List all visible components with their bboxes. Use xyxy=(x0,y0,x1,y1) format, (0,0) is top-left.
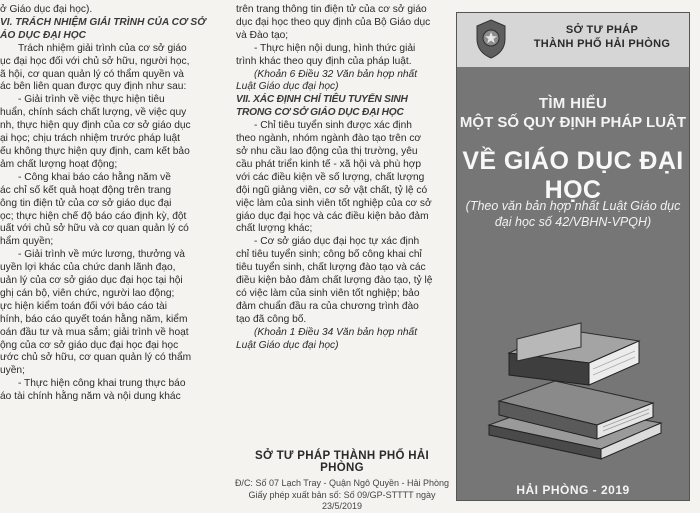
body-text-line: điều kiện bảo đảm chất lượng đào tạo, tỷ lệ xyxy=(236,275,433,287)
body-text-line: nh, thực hiện quy định của cơ sở giáo dục xyxy=(0,120,191,132)
body-text-line: trên trang thông tin điện tử của cơ sở giáo xyxy=(236,4,427,15)
issuer-line-2: THÀNH PHỐ HẢI PHÒNG xyxy=(533,38,671,50)
body-text-line: và Đào tạo; xyxy=(236,29,289,41)
body-text-line: ọc; thực hiện chế độ báo cáo định kỳ, đột xyxy=(0,210,187,222)
body-text-line: ại học; chịu trách nhiệm trước pháp luật xyxy=(0,133,180,145)
body-text-line: ác bên liên quan được quy định như sau: xyxy=(0,81,187,93)
body-text-line: có việc làm của sinh viên tốt nghiệp; bảo xyxy=(236,287,420,299)
cover-place-year: HẢI PHÒNG - 2019 xyxy=(516,483,630,497)
publisher-address: Đ/C: Số 07 Lạch Tray - Quận Ngô Quyền - Hải Phòng xyxy=(234,478,450,488)
body-text-line: việc làm của sinh viên tốt nghiệp của cơ sở xyxy=(236,197,432,209)
body-text-line: hính, báo cáo quyết toán hằng năm, kiểm xyxy=(0,313,188,325)
body-text-line: - Chỉ tiêu tuyển sinh được xác định xyxy=(254,120,412,132)
emblem-icon xyxy=(475,19,507,59)
body-text-line: hẩm quyền; xyxy=(0,236,54,248)
body-text-line: uyền lợi khác của chức danh lãnh đạo, xyxy=(0,262,176,274)
middle-text-column xyxy=(236,4,448,352)
left-text-column xyxy=(0,4,220,404)
body-text-line: uyền; xyxy=(0,365,25,377)
body-text-line: ực hiện kiểm toán đối với báo cáo tài xyxy=(0,300,167,312)
cover-main-title: VỀ GIÁO DỤC ĐẠI HỌC xyxy=(462,147,684,204)
body-text-line: dục đại học theo quy định của Bộ Giáo dục xyxy=(236,16,431,28)
reference-line: (Khoản 1 Điều 34 Văn bản hợp nhất xyxy=(254,326,418,338)
body-text-line: ộng của cơ sở giáo dục đại học đại học xyxy=(0,339,179,351)
body-text-line: - Công khai báo cáo hằng năm về xyxy=(18,171,171,183)
publishing-license: Giấy phép xuất bản số: Số 09/GP-STTTT ngày 23/5/2019 xyxy=(248,489,436,511)
books-illustration xyxy=(477,321,667,461)
body-text-line: uản lý của cơ sở giáo dục đại học tại hội xyxy=(0,275,183,287)
body-text-line: ghị cán bộ, viên chức, người lao động; xyxy=(0,287,175,299)
publisher-name: SỞ TƯ PHÁP THÀNH PHỐ HẢI PHÒNG xyxy=(255,450,429,474)
reference-line: Luật Giáo dục đại học) xyxy=(236,339,339,351)
body-text-line: uất với chủ sở hữu và cơ quan quản lý có xyxy=(0,223,189,235)
body-text-line: áo tài chính hằng năm và nội dung khác xyxy=(0,391,181,403)
body-text-line: trình khác theo quy định của pháp luật. xyxy=(236,55,412,67)
body-text-line: ục đại học đối với chủ sở hữu, người học, xyxy=(0,55,190,67)
cover-header-band xyxy=(457,13,689,67)
body-text-line: với các điều kiện về số lượng, chất lượng xyxy=(236,171,425,183)
body-text-line: huẩn, chính sách chất lượng, về việc quy xyxy=(0,107,187,119)
body-text-line: - Thực hiện công khai trung thực báo xyxy=(18,378,186,390)
cover-subtitle-line-1: (Theo văn bản hợp nhất Luật Giáo dục xyxy=(465,199,681,213)
body-text-line: đội ngũ giảng viên, cơ sở vật chất, tỷ lệ có xyxy=(236,184,428,196)
body-text-line: ước chủ sở hữu, cơ quan quản lý có thẩm xyxy=(0,352,192,364)
body-text-line: - Giải trình về việc thực hiện tiêu xyxy=(18,94,165,106)
body-text-line: - Thực hiện nội dung, hình thức giải xyxy=(254,42,416,54)
body-text-line: giáo dục đại học và các điều kiện bảo đảm xyxy=(236,210,429,222)
section-heading-line: VI. TRÁCH NHIỆM GIẢI TRÌNH CỦA CƠ SỞ xyxy=(0,16,206,28)
body-text-line: theo ngành, nhóm ngành đào tạo trên cơ xyxy=(236,133,422,145)
body-text-line: - Cơ sở giáo dục đại học tự xác định xyxy=(254,236,420,248)
body-text-line: ảm chất lượng hoạt động; xyxy=(0,158,118,170)
publisher-footer xyxy=(232,450,452,513)
reference-line: Luật Giáo dục đại học) xyxy=(236,81,339,93)
section-heading-line: VII. XÁC ĐỊNH CHỈ TIÊU TUYỂN SINH xyxy=(236,94,408,106)
body-text-line: oán đầu tư và mua sắm; giải trình về hoạt xyxy=(0,326,189,338)
body-text-line: - Giải trình về mức lương, thưởng và xyxy=(18,249,185,261)
body-text-line: ở Giáo dục đại học). xyxy=(0,4,93,15)
body-text-line: chất lượng khác; xyxy=(236,223,313,235)
cover-title-line-2: MỘT SỐ QUY ĐỊNH PHÁP LUẬT xyxy=(459,114,687,131)
body-text-line: sở nhu cầu lao động của thị trường, yêu xyxy=(236,145,418,157)
body-text-line: Trách nhiệm giải trình của cơ sở giáo xyxy=(18,42,187,54)
body-text-line: ác chỉ số kết quả hoạt động trên trang xyxy=(0,184,172,196)
brochure-cover xyxy=(456,12,690,501)
body-text-line: chỉ tiêu tuyển sinh; công bố công khai chỉ xyxy=(236,249,422,261)
section-heading-line: ÁO DỤC ĐẠI HỌC xyxy=(0,29,87,41)
body-text-line: tiêu tuyển sinh, chất lượng đào tạo và các xyxy=(236,262,426,274)
section-heading-line: TRONG CƠ SỞ GIÁO DỤC ĐẠI HỌC xyxy=(236,107,404,119)
body-text-line: đảm chuẩn đầu ra của chương trình đào xyxy=(236,300,419,312)
body-text-line: tạo đã công bố. xyxy=(236,313,307,325)
reference-line: (Khoản 6 Điều 32 Văn bản hợp nhất xyxy=(254,68,418,80)
body-text-line: cầu phát triển kinh tế - xã hội và phù hợp xyxy=(236,158,422,170)
body-text-line: ã hội, cơ quan quản lý có thẩm quyền và xyxy=(0,68,184,80)
cover-subtitle-line-2: đại học số 42/VBHN-VPQH) xyxy=(494,215,652,229)
issuer-line-1: SỞ TƯ PHÁP xyxy=(565,24,639,36)
body-text-line: ông tin điện tử của cơ sở giáo dục đại xyxy=(0,197,172,209)
body-text-line: ếu không thực hiện quy định, cam kết bảo xyxy=(0,145,190,157)
cover-title-line-1: TÌM HIỂU xyxy=(538,95,608,112)
